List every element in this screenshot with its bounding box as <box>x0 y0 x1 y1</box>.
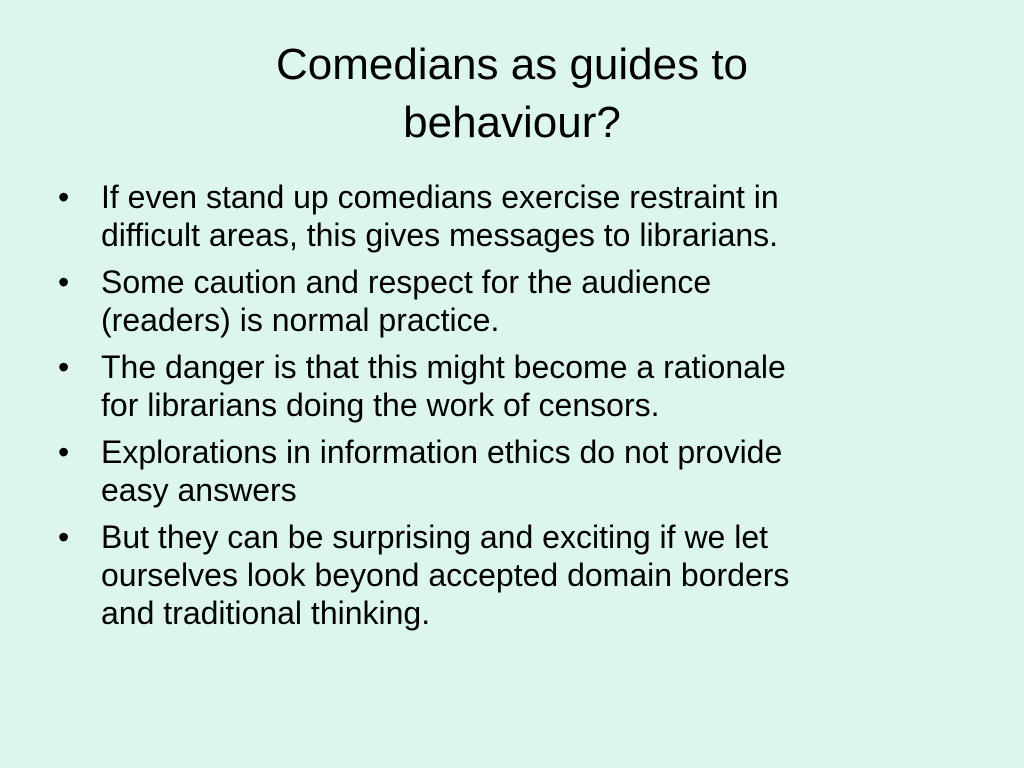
bullet-item-1-line-2: difficult areas, this gives messages to librarians. <box>101 217 779 253</box>
bullet-item-3-line-1: The danger is that this might become a rationale <box>101 349 786 385</box>
slide-title <box>160 36 864 152</box>
bullet-item-4-line-2: easy answers <box>101 472 297 508</box>
bullet-item-4-line-1: Explorations in information ethics do not provide <box>101 434 783 470</box>
bullet-marker: • <box>58 179 70 215</box>
bullet-item-5-line-2: ourselves look beyond accepted domain borders <box>101 557 790 593</box>
bullet-item-3 <box>58 348 978 424</box>
bullet-item-1-line-1: If even stand up comedians exercise restraint in <box>101 179 779 215</box>
bullet-item-5-line-3: and traditional thinking. <box>101 595 431 631</box>
bullet-item-5 <box>58 518 978 632</box>
bullet-item-4 <box>58 433 978 509</box>
bullet-item-3-line-2: for librarians doing the work of censors. <box>101 387 660 423</box>
slide-title-line-1: Comedians as guides to <box>275 40 749 89</box>
bullet-item-2-line-2: (readers) is normal practice. <box>101 302 500 338</box>
bullet-item-1 <box>58 178 978 254</box>
bullet-item-2 <box>58 263 978 339</box>
bullet-marker: • <box>58 519 70 555</box>
bullet-marker: • <box>58 434 70 470</box>
bullet-item-5-line-1: But they can be surprising and exciting if we let <box>101 519 769 555</box>
bullet-marker: • <box>58 264 70 300</box>
bullet-item-2-line-1: Some caution and respect for the audience <box>101 264 712 300</box>
bullet-marker: • <box>58 349 70 385</box>
bullet-list <box>58 178 978 641</box>
slide-title-line-2: behaviour? <box>403 98 621 147</box>
